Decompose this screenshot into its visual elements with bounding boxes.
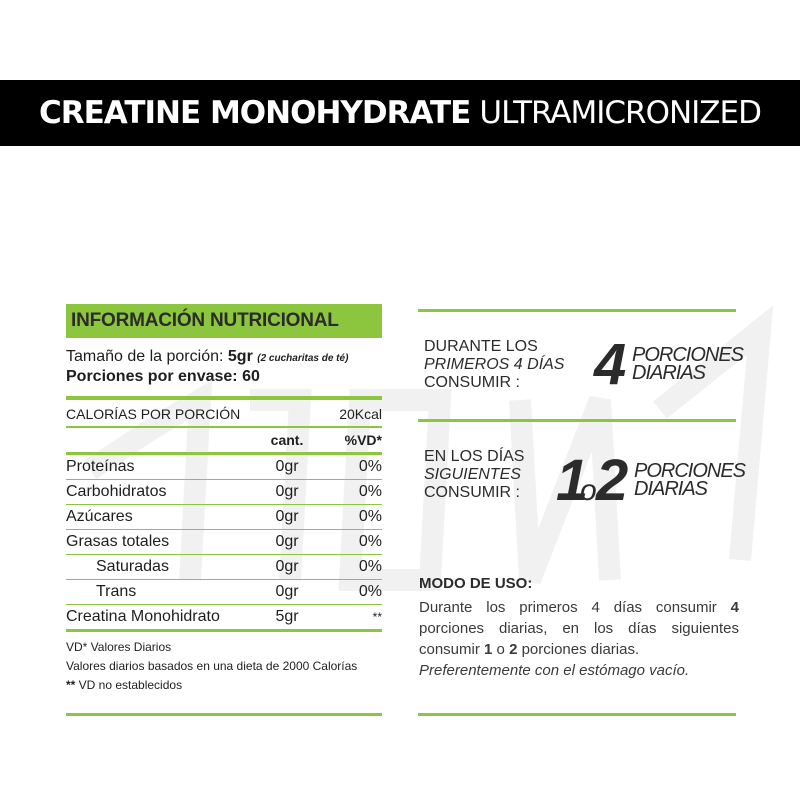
calories-label: CALORÍAS POR PORCIÓN bbox=[66, 406, 241, 422]
nutrient-amount: 0gr bbox=[275, 483, 299, 500]
usage-text-part: Durante los primeros 4 días consumir bbox=[419, 599, 731, 616]
daily-word: DIARIAS bbox=[634, 478, 708, 500]
footnote-mark: ** bbox=[66, 678, 76, 692]
loading-portions-label bbox=[632, 346, 743, 382]
nutrient-amount: 0gr bbox=[275, 458, 299, 475]
divider bbox=[418, 309, 736, 312]
product-title-bold: CREATINE MONOHYDRATE bbox=[38, 95, 471, 131]
nutrition-facts-panel bbox=[66, 304, 382, 695]
product-title-light: ULTRAMICRONIZED bbox=[479, 95, 761, 131]
loading-line-2: PRIMEROS 4 DÍAS bbox=[424, 356, 565, 373]
divider bbox=[418, 419, 736, 422]
column-amount: cant. bbox=[270, 432, 304, 448]
maintenance-number-a: 1 bbox=[556, 448, 585, 513]
nutrition-row bbox=[66, 605, 382, 632]
nutrient-dv: 0% bbox=[358, 458, 382, 475]
maintenance-line-1: EN LOS DÍAS bbox=[424, 448, 525, 465]
usage-mode-title: MODO DE USO: bbox=[419, 575, 533, 592]
nutrient-amount: 0gr bbox=[275, 508, 299, 525]
footnote-not-established bbox=[66, 676, 382, 695]
product-title-bar bbox=[0, 80, 800, 146]
usage-text-part: Preferentemente con el estómago vacío. bbox=[419, 662, 690, 679]
usage-text-part: porciones diarias. bbox=[517, 641, 640, 658]
nutrition-row bbox=[66, 555, 382, 580]
nutrition-row bbox=[66, 455, 382, 480]
nutrient-dv: 0% bbox=[358, 558, 382, 575]
divider bbox=[66, 396, 382, 400]
usage-text-part: 2 bbox=[509, 641, 518, 658]
maintenance-connector: o bbox=[580, 474, 597, 507]
nutrient-amount: 0gr bbox=[275, 583, 299, 600]
nutrient-dv: 0% bbox=[358, 483, 382, 500]
usage-text-part: 1 bbox=[484, 641, 493, 658]
nutrition-row bbox=[66, 580, 382, 605]
maintenance-number-b: 2 bbox=[596, 448, 625, 513]
nutrient-name: Grasas totales bbox=[66, 533, 170, 550]
nutrition-footnotes bbox=[66, 638, 382, 695]
portions-word: PORCIONES bbox=[632, 344, 744, 366]
nutrient-amount: 5gr bbox=[275, 608, 299, 625]
nutrient-dv: ** bbox=[372, 610, 382, 624]
serving-size-label: Tamaño de la porción: bbox=[66, 348, 224, 365]
daily-word: DIARIAS bbox=[632, 362, 706, 384]
usage-text-part: 4 bbox=[730, 599, 739, 616]
nutrient-name: Creatina Monohidrato bbox=[66, 608, 220, 625]
nutrient-dv: 0% bbox=[358, 508, 382, 525]
divider bbox=[66, 713, 382, 716]
calories-row bbox=[66, 402, 382, 426]
nutrient-amount: 0gr bbox=[275, 558, 299, 575]
maintenance-phase-text bbox=[424, 448, 524, 502]
calories-value: 20Kcal bbox=[339, 406, 382, 422]
nutrient-name: Carbohidratos bbox=[66, 483, 167, 500]
serving-size bbox=[66, 348, 382, 368]
serving-size-value: 5gr bbox=[227, 348, 253, 365]
footnote-basis: Valores diarios basados en una dieta de 2000 Calorías bbox=[66, 659, 358, 673]
nutrition-row bbox=[66, 505, 382, 530]
maintenance-line-2: SIGUIENTES bbox=[424, 466, 521, 483]
nutrition-row bbox=[66, 530, 382, 555]
footnote-text: VD no establecidos bbox=[75, 678, 183, 692]
serving-size-note: (2 cucharitas de té) bbox=[257, 353, 349, 364]
loading-line-3: CONSUMIR : bbox=[424, 374, 520, 391]
nutrient-name: Trans bbox=[96, 583, 137, 600]
portions-word: PORCIONES bbox=[634, 460, 746, 482]
usage-text-part: o bbox=[492, 641, 510, 658]
loading-phase-text bbox=[424, 338, 564, 392]
nutrient-name: Proteínas bbox=[66, 458, 135, 475]
divider bbox=[418, 713, 736, 716]
footnote-dv: VD* Valores Diarios bbox=[66, 640, 172, 654]
nutrient-dv: 0% bbox=[358, 533, 382, 550]
servings-per-container: Porciones por envase: 60 bbox=[66, 368, 260, 385]
maintenance-portions-label bbox=[634, 462, 745, 498]
nutrition-row bbox=[66, 480, 382, 505]
nutrient-amount: 0gr bbox=[275, 533, 299, 550]
column-dv: %VD* bbox=[344, 432, 382, 448]
loading-line-1: DURANTE LOS bbox=[424, 338, 538, 355]
usage-mode-text bbox=[419, 597, 739, 681]
usage-text-part: porciones diarias, en los días siguientes consumir bbox=[419, 620, 739, 658]
nutrition-column-headers bbox=[66, 428, 382, 452]
maintenance-line-3: CONSUMIR : bbox=[424, 484, 520, 501]
nutrition-header: INFORMACIÓN NUTRICIONAL bbox=[66, 304, 382, 338]
nutrient-dv: 0% bbox=[358, 583, 382, 600]
nutrient-name: Saturadas bbox=[96, 558, 169, 575]
nutrient-name: Azúcares bbox=[66, 508, 133, 525]
loading-portions-number: 4 bbox=[594, 332, 623, 397]
